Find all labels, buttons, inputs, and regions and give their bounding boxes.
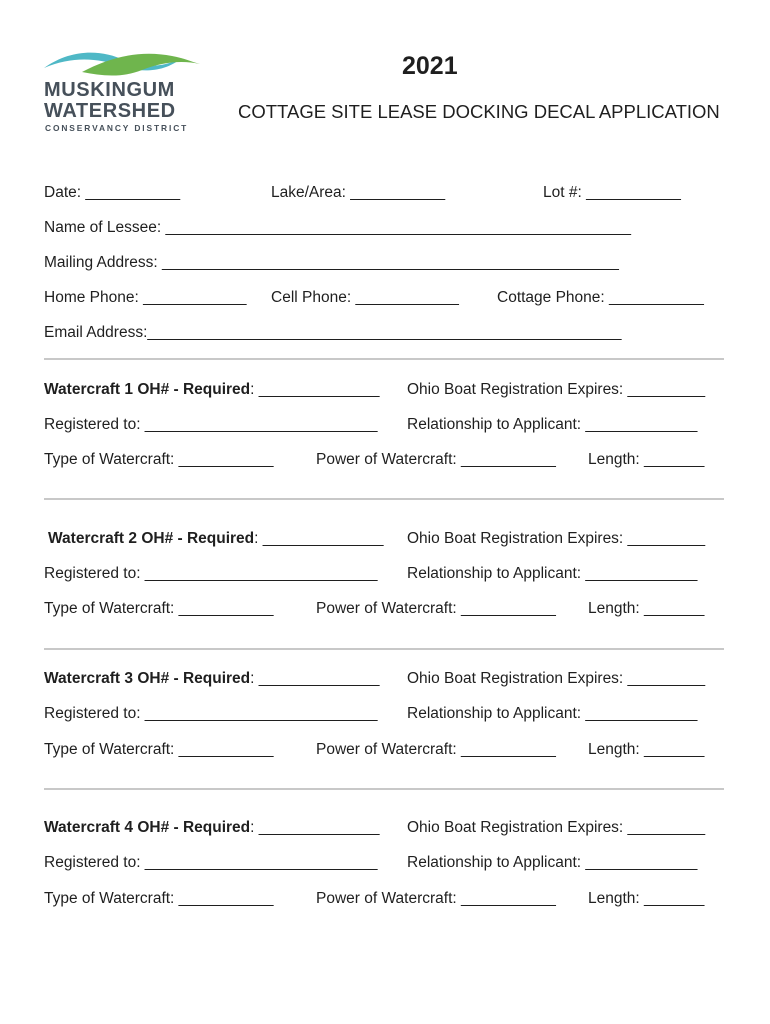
district-logo xyxy=(42,46,202,138)
watercraft-3-expires-field[interactable]: Ohio Boat Registration Expires: _________ xyxy=(407,670,706,687)
home-phone-field[interactable]: Home Phone: ____________ xyxy=(44,289,247,306)
watercraft-2-oh-blank: : ______________ xyxy=(254,530,384,547)
watercraft-4-oh-blank: : ______________ xyxy=(250,819,380,836)
watercraft-1-type-field[interactable]: Type of Watercraft: ___________ xyxy=(44,451,274,468)
watercraft-4-registered-field[interactable]: Registered to: ___________________________ xyxy=(44,854,378,871)
form-title: COTTAGE SITE LEASE DOCKING DECAL APPLICATION xyxy=(238,101,720,122)
form-year: 2021 xyxy=(402,52,458,80)
logo-text-conservancy: CONSERVANCY DISTRICT xyxy=(45,123,189,133)
watercraft-4-oh-label: Watercraft 4 OH# - Required xyxy=(44,819,251,836)
watercraft-1-expires-field[interactable]: Ohio Boat Registration Expires: _________ xyxy=(407,381,706,398)
date-field[interactable]: Date: ___________ xyxy=(44,184,181,201)
watercraft-3-oh-field[interactable] xyxy=(44,670,379,688)
cottage-phone-field[interactable]: Cottage Phone: ___________ xyxy=(497,289,704,306)
watercraft-3-length-field[interactable]: Length: _______ xyxy=(588,741,705,758)
divider xyxy=(44,648,724,650)
watercraft-1-power-field[interactable]: Power of Watercraft: ___________ xyxy=(316,451,556,468)
watercraft-1-oh-blank: : ______________ xyxy=(250,381,380,398)
mailing-address-field[interactable]: Mailing Address: _____________________________________________________ xyxy=(44,254,619,271)
watercraft-2-length-field[interactable]: Length: _______ xyxy=(588,600,705,617)
watercraft-2-expires-field[interactable]: Ohio Boat Registration Expires: _________ xyxy=(407,530,706,547)
divider xyxy=(44,788,724,790)
logo-text-muskingum: MUSKINGUM xyxy=(44,79,175,101)
watercraft-2-oh-field[interactable] xyxy=(48,530,383,548)
watercraft-3-registered-field[interactable]: Registered to: ___________________________ xyxy=(44,705,378,722)
watercraft-4-expires-field[interactable]: Ohio Boat Registration Expires: _________ xyxy=(407,819,706,836)
watercraft-4-relationship-field[interactable]: Relationship to Applicant: _____________ xyxy=(407,854,698,871)
watercraft-3-relationship-field[interactable]: Relationship to Applicant: _____________ xyxy=(407,705,698,722)
wave-logo-icon xyxy=(42,46,202,80)
divider xyxy=(44,498,724,500)
logo-text-watershed: WATERSHED xyxy=(44,100,176,122)
watercraft-2-relationship-field[interactable]: Relationship to Applicant: _____________ xyxy=(407,565,698,582)
watercraft-4-type-field[interactable]: Type of Watercraft: ___________ xyxy=(44,890,274,907)
watercraft-4-power-field[interactable]: Power of Watercraft: ___________ xyxy=(316,890,556,907)
watercraft-2-oh-label: Watercraft 2 OH# - Required xyxy=(48,530,255,547)
watercraft-3-oh-blank: : ______________ xyxy=(250,670,380,687)
cell-phone-field[interactable]: Cell Phone: ____________ xyxy=(271,289,459,306)
watercraft-2-type-field[interactable]: Type of Watercraft: ___________ xyxy=(44,600,274,617)
lessee-name-field[interactable]: Name of Lessee: ______________________________________________________ xyxy=(44,219,631,236)
watercraft-1-relationship-field[interactable]: Relationship to Applicant: _____________ xyxy=(407,416,698,433)
watercraft-2-power-field[interactable]: Power of Watercraft: ___________ xyxy=(316,600,556,617)
watercraft-1-registered-field[interactable]: Registered to: ___________________________ xyxy=(44,416,378,433)
watercraft-4-oh-field[interactable] xyxy=(44,819,379,837)
lot-field[interactable]: Lot #: ___________ xyxy=(543,184,681,201)
email-field[interactable]: Email Address:_______________________________________________________ xyxy=(44,324,622,341)
watercraft-3-type-field[interactable]: Type of Watercraft: ___________ xyxy=(44,741,274,758)
watercraft-1-oh-field[interactable] xyxy=(44,381,379,399)
lake-area-field[interactable]: Lake/Area: ___________ xyxy=(271,184,446,201)
watercraft-1-oh-label: Watercraft 1 OH# - Required xyxy=(44,381,251,398)
watercraft-3-power-field[interactable]: Power of Watercraft: ___________ xyxy=(316,741,556,758)
watercraft-4-length-field[interactable]: Length: _______ xyxy=(588,890,705,907)
watercraft-2-registered-field[interactable]: Registered to: ___________________________ xyxy=(44,565,378,582)
divider xyxy=(44,358,724,360)
watercraft-1-length-field[interactable]: Length: _______ xyxy=(588,451,705,468)
watercraft-3-oh-label: Watercraft 3 OH# - Required xyxy=(44,670,251,687)
